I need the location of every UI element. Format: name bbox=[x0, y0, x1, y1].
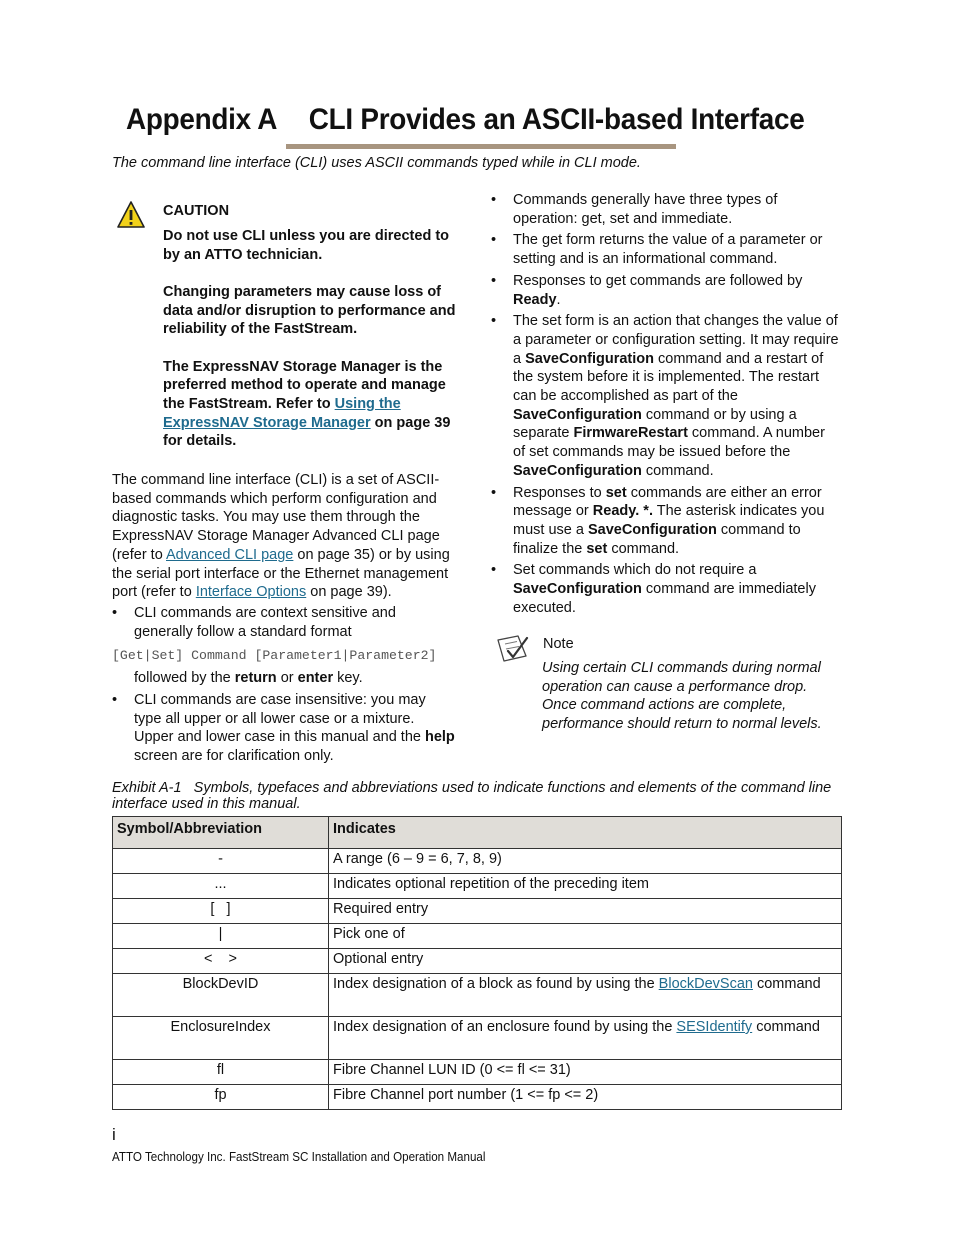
appendix-heading: CLI Provides an ASCII-based Interface bbox=[308, 103, 805, 136]
note-body: Using certain CLI commands during normal operation can cause a performance drop. Once command actions are complete, performance should return to normal levels. bbox=[542, 660, 822, 733]
page-number: i bbox=[112, 1125, 116, 1144]
caution-paragraph: Changing parameters may cause loss of data and/or disruption to performance and reliability of the FastStream. bbox=[163, 283, 456, 338]
symbol-cell: < > bbox=[113, 949, 329, 974]
blockdevscan-link[interactable]: BlockDevScan bbox=[658, 976, 753, 992]
list-item: • The set form is an action that changes the value of a parameter or configuration setting. It may require a SaveConfiguration command and a restart of the system before it is implemented. The restart can be accomplished as part of the SaveConfiguration command or by using a separate FirmwareRestart command. A number of set commands may be issued before the SaveConfiguration command. bbox=[491, 312, 841, 480]
table-row bbox=[113, 974, 842, 1017]
indicates-cell: Pick one of bbox=[329, 924, 842, 949]
indicates-cell: Optional entry bbox=[329, 949, 842, 974]
warning-icon bbox=[116, 200, 146, 235]
table-header-row bbox=[113, 817, 842, 849]
page-title bbox=[126, 103, 804, 137]
list-item: • Set commands which do not require a SaveConfiguration command are immediately executed. bbox=[491, 561, 841, 617]
table-row bbox=[113, 949, 842, 974]
symbol-cell: fp bbox=[113, 1085, 329, 1110]
sesidentify-link[interactable]: SESIdentify bbox=[676, 1019, 753, 1035]
table-row bbox=[113, 1085, 842, 1110]
symbol-cell: fl bbox=[113, 1060, 329, 1085]
table-row bbox=[113, 1060, 842, 1085]
note-title: Note bbox=[543, 636, 574, 652]
caution-body bbox=[163, 227, 463, 470]
symbol-cell: [ ] bbox=[113, 899, 329, 924]
table-row bbox=[113, 874, 842, 899]
followed-by-text: followed by the return or enter key. bbox=[134, 670, 363, 686]
table-row bbox=[113, 1017, 842, 1060]
exhibit-caption bbox=[112, 781, 842, 812]
table-row bbox=[113, 924, 842, 949]
indicates-cell: Indicates optional repetition of the preceding item bbox=[329, 874, 842, 899]
cli-description: The command line interface (CLI) is a set of ASCII-based commands which perform configuration and diagnostic tasks. You may use them through the ExpressNAV Storage Manager Advanced CLI page (refer to Advanced CLI page on page 35) or by using the serial port interface or the Ethernet management port (refer to Interface Options on page 39). bbox=[112, 472, 450, 601]
indicates-cell: Index designation of an enclosure found by using the SESIdentify command bbox=[329, 1017, 842, 1060]
symbols-table bbox=[112, 816, 842, 1110]
title-underline bbox=[286, 144, 676, 149]
interface-options-link[interactable]: Interface Options bbox=[195, 584, 307, 601]
exhibit-caption-text: Symbols, typefaces and abbreviations used to indicate functions and elements of the command line interface used in this manual. bbox=[112, 780, 832, 812]
indicates-cell: Index designation of a block as found by using the BlockDevScan command bbox=[329, 974, 842, 1017]
symbol-cell: - bbox=[113, 849, 329, 874]
list-item: • Responses to get commands are followed by Ready. bbox=[491, 272, 841, 309]
table-row bbox=[113, 849, 842, 874]
left-bullet-list bbox=[112, 604, 457, 641]
indicates-cell: Fibre Channel LUN ID (0 <= fl <= 31) bbox=[329, 1060, 842, 1085]
caution-paragraph: The ExpressNAV Storage Manager is the preferred method to operate and manage the FastStream. Refer to Using the ExpressNAV Storage Manager on page 39 for details. bbox=[163, 358, 451, 450]
symbol-cell: BlockDevID bbox=[113, 974, 329, 1017]
advanced-cli-page-link[interactable]: Advanced CLI page bbox=[166, 546, 294, 563]
intro-text: The command line interface (CLI) uses ASCII commands typed while in CLI mode. bbox=[112, 155, 641, 171]
appendix-label: Appendix A bbox=[126, 103, 278, 136]
indicates-cell: Required entry bbox=[329, 899, 842, 924]
list-item: • CLI commands are context sensitive and generally follow a standard format bbox=[112, 604, 457, 641]
exhibit-label: Exhibit A-1 bbox=[112, 780, 182, 796]
symbol-cell: ... bbox=[113, 874, 329, 899]
column-header: Indicates bbox=[329, 817, 842, 849]
using-expressnav-link[interactable]: Using the ExpressNAV Storage Manager bbox=[163, 395, 401, 431]
list-item: • Responses to set commands are either an error message or Ready. *. The asterisk indicates you must use a SaveConfiguration command to finalize the set command. bbox=[491, 484, 841, 559]
table-row bbox=[113, 899, 842, 924]
command-format-code: [Get|Set] Command [Parameter1|Parameter2] bbox=[112, 648, 437, 663]
indicates-cell: A range (6 – 9 = 6, 7, 8, 9) bbox=[329, 849, 842, 874]
note-icon bbox=[496, 634, 530, 669]
list-item: • Commands generally have three types of operation: get, set and immediate. bbox=[491, 191, 841, 228]
caution-paragraph: Do not use CLI unless you are directed to by an ATTO technician. bbox=[163, 228, 450, 263]
left-bullet-list-2 bbox=[112, 691, 457, 766]
symbol-cell: EnclosureIndex bbox=[113, 1017, 329, 1060]
caution-title: CAUTION bbox=[163, 203, 230, 219]
column-header: Symbol/Abbreviation bbox=[113, 817, 329, 849]
right-bullet-list bbox=[491, 191, 841, 617]
list-item: • CLI commands are case insensitive: you may type all upper or all lower case or a mixture. Upper and lower case in this manual and the help screen are for clarification only. bbox=[112, 691, 457, 766]
footer-text: ATTO Technology Inc. FastStream SC Installation and Operation Manual bbox=[112, 1150, 486, 1164]
list-item: • The get form returns the value of a parameter or setting and is an informational command. bbox=[491, 231, 841, 268]
indicates-cell: Fibre Channel port number (1 <= fp <= 2) bbox=[329, 1085, 842, 1110]
symbol-cell: | bbox=[113, 924, 329, 949]
